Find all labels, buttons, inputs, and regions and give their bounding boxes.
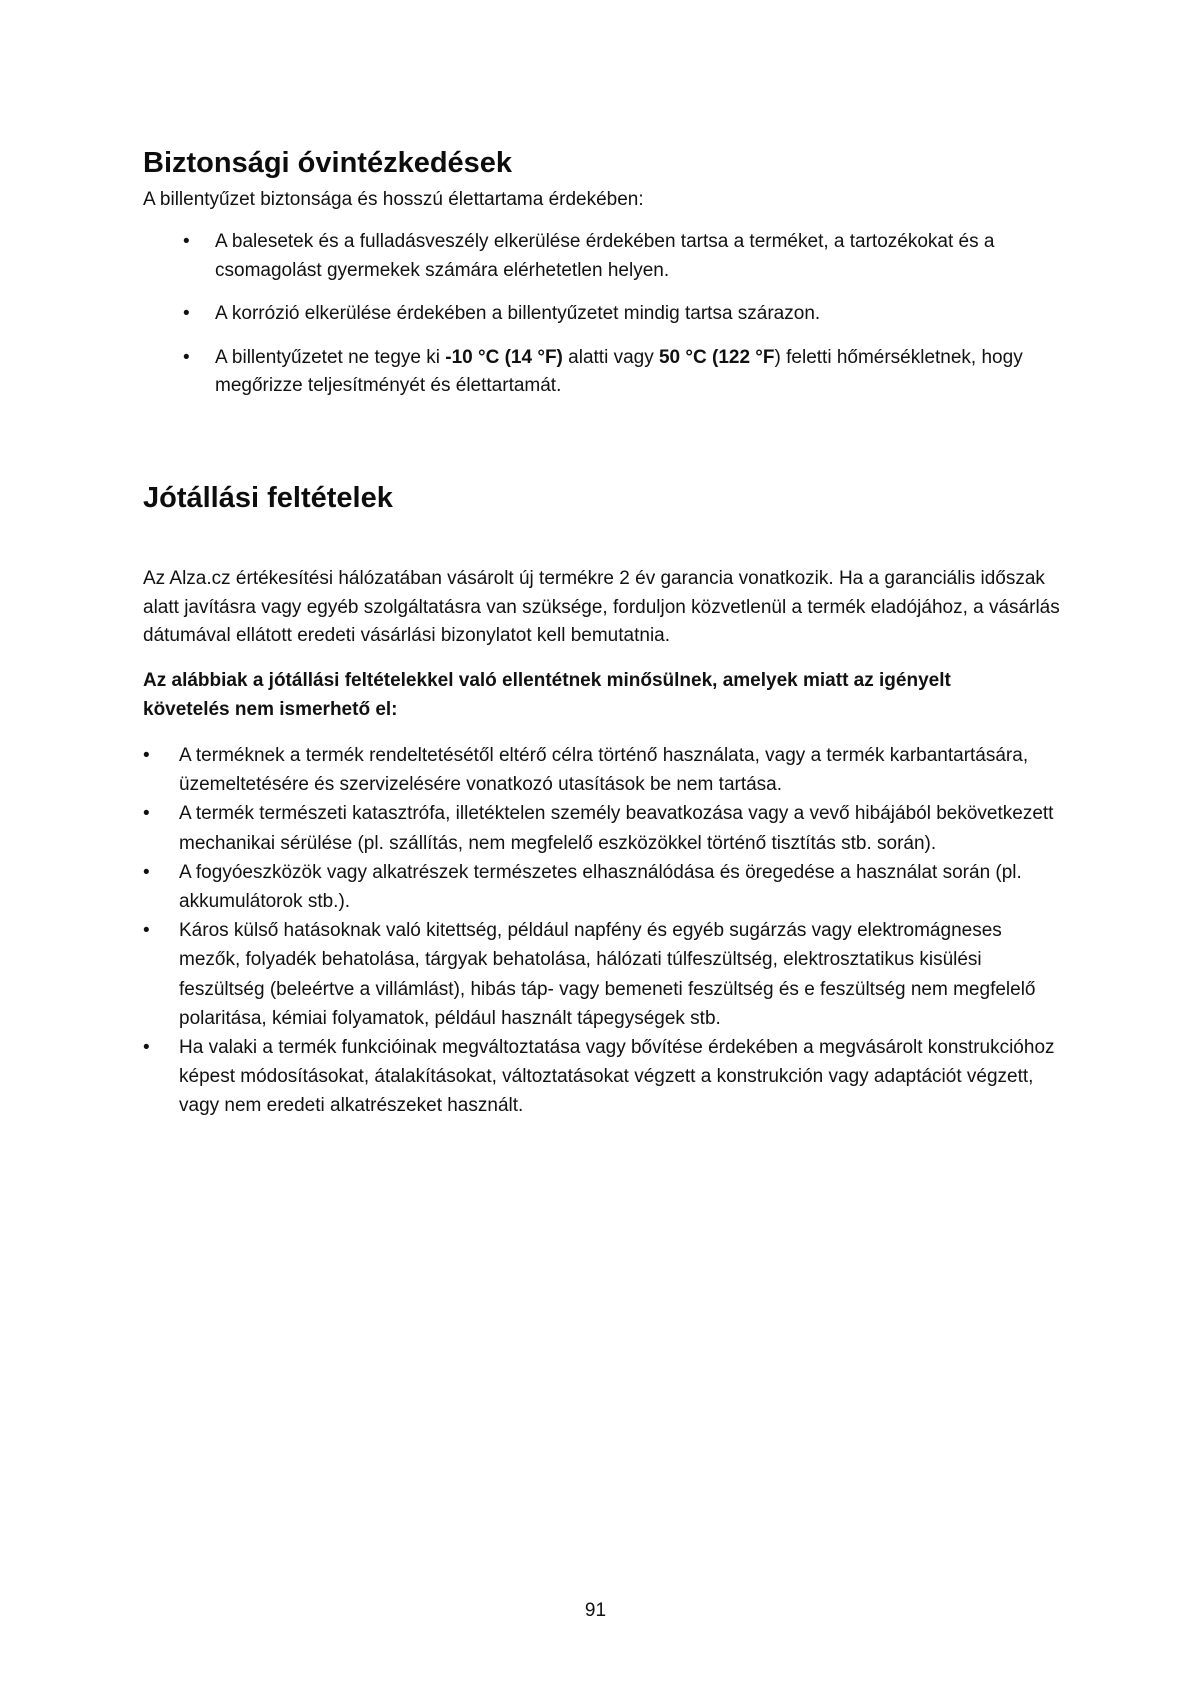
page-number: 91 bbox=[584, 1600, 607, 1621]
temperature-high: 50 °C (122 °F bbox=[658, 346, 775, 368]
list-item-text: A terméknek a termék rendeltetésétől eltérő célra történő használata, vagy a termék karbantartására, üzemeltetésére és szervizelésére vonatkozó utasítások be nem tartása. bbox=[179, 745, 1029, 796]
list-item-text: Káros külső hatásoknak való kitettség, például napfény és egyéb sugárzás vagy elektromágneses mezők, folyadék behatolása, tárgyak behatolása, hálózati túlfeszültség, elektrosztatikus kisülési feszültség (beleértve a villámlást), hibás táp- vagy bemeneti feszültség és e feszültség nem megfelelő polaritása, kémiai folyamatok, például használt tápegységek stb. bbox=[179, 920, 1036, 1029]
bullet-icon: • bbox=[183, 303, 190, 324]
list-item-text: A termék természeti katasztrófa, illetéktelen személy beavatkozása vagy a vevő hibájából bekövetkezett mechanikai sérülése (pl. szállítás, nem megfelelő eszközökkel történő tisztítás stb. során). bbox=[179, 803, 1054, 854]
bullet-icon: • bbox=[143, 861, 150, 883]
list-item-text: Ha valaki a termék funkcióinak megváltoztatása vagy bővítése érdekében a megvásárolt konstrukcióhoz képest módosításokat, átalakításokat, változtatásokat végzett a konstrukción vagy adaptációt végzett, vagy nem eredeti alkatrészeket használt. bbox=[179, 1037, 1055, 1117]
list-item bbox=[143, 741, 1063, 799]
list-item bbox=[143, 344, 1063, 401]
bullet-icon: • bbox=[143, 920, 150, 942]
warranty-exclusions-intro: Az alábbiak a jótállási feltételekkel való ellentétnek minősülnek, amelyek miatt az igényelt követelés nem ismerhető el: bbox=[143, 670, 951, 720]
temperature-low: -10 °C (14 °F) bbox=[445, 346, 563, 368]
list-item bbox=[143, 1033, 1063, 1121]
list-item bbox=[143, 300, 1063, 329]
safety-heading: Biztonsági óvintézkedések bbox=[143, 147, 513, 179]
warranty-exclusions-list bbox=[143, 741, 1063, 1121]
list-item bbox=[143, 799, 1063, 857]
bullet-icon: • bbox=[143, 745, 150, 766]
safety-intro: A billentyűzet biztonsága és hosszú élettartama érdekében: bbox=[143, 189, 644, 210]
text-segment: A billentyűzetet ne tegye ki bbox=[215, 346, 446, 368]
warranty-heading: Jótállási feltételek bbox=[143, 482, 393, 514]
bullet-icon: • bbox=[183, 346, 190, 368]
list-item bbox=[143, 858, 1063, 916]
list-item-text bbox=[215, 347, 1023, 397]
list-item-text: A balesetek és a fulladásveszély elkerülése érdekében tartsa a terméket, a tartozékokat és a csomagolást gyermekek számára elérhetetlen helyen. bbox=[215, 231, 995, 281]
list-item-text: A korrózió elkerülése érdekében a billentyűzetet mindig tartsa szárazon. bbox=[215, 303, 821, 324]
list-item-text: A fogyóeszközök vagy alkatrészek természetes elhasználódása és öregedése a használat során (pl. akkumulátorok stb.). bbox=[179, 861, 1022, 913]
list-item bbox=[143, 916, 1063, 1033]
text-segment: ) feletti hőmérsékletnek, hogy megőrizze teljesítményét és élettartamát. bbox=[215, 346, 1023, 396]
bullet-icon: • bbox=[143, 803, 150, 825]
list-item bbox=[143, 228, 1063, 285]
safety-list bbox=[143, 228, 1063, 416]
bullet-icon: • bbox=[183, 231, 190, 252]
bullet-icon: • bbox=[143, 1037, 150, 1059]
text-segment: alatti vagy bbox=[562, 346, 659, 368]
warranty-paragraph: Az Alza.cz értékesítési hálózatában vásárolt új termékre 2 év garancia vonatkozik. Ha a garanciális időszak alatt javításra vagy egyéb szolgáltatásra van szüksége, forduljon közvetlenül a termék eladójához, a vásárlás dátumával ellátott eredeti vásárlási bizonylatot kell bemutatnia. bbox=[143, 568, 1060, 646]
